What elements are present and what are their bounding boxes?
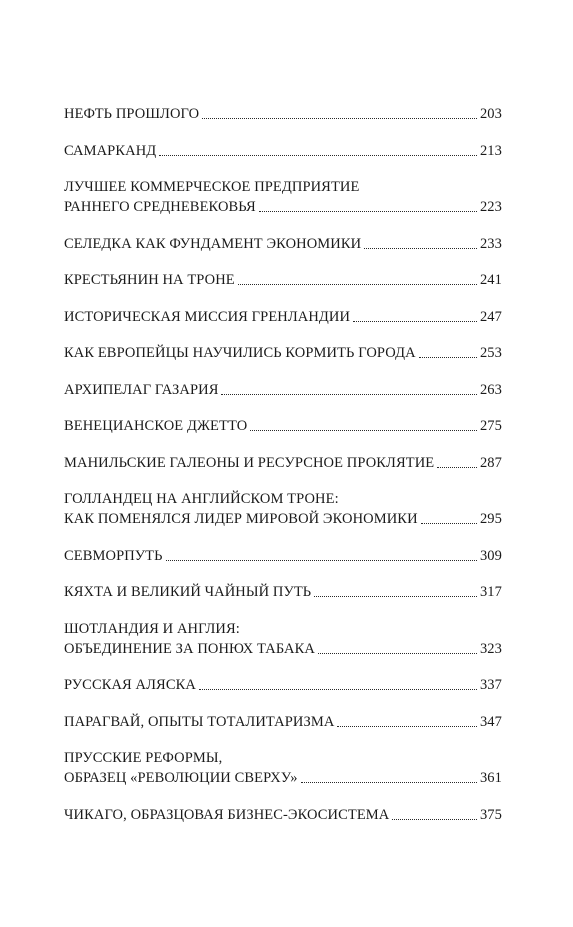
toc-entry-title: ЛУЧШЕЕ КОММЕРЧЕСКОЕ ПРЕДПРИЯТИЕ	[64, 179, 360, 195]
toc-entry-title: ШОТЛАНДИЯ И АНГЛИЯ:	[64, 620, 240, 637]
page-number: 275	[479, 418, 502, 434]
page-number: 309	[479, 547, 502, 564]
page-number: 295	[479, 511, 502, 527]
toc-entry-title: ОБРАЗЕЦ «РЕВОЛЮЦИИ СВЕРХУ»	[64, 770, 298, 786]
toc-entry-title: КАК ПОМЕНЯЛСЯ ЛИДЕР МИРОВОЙ ЭКОНОМИКИ	[64, 511, 418, 527]
toc-entry-title: ПАРАГВАЙ, ОПЫТЫ ТОТАЛИТАРИЗМА	[64, 713, 335, 730]
page-number: 213	[479, 142, 502, 159]
toc-entry-title: ОБЪЕДИНЕНИЕ ЗА ПОНЮХ ТАБАКА	[64, 640, 315, 657]
toc-entry-line	[64, 582, 502, 602]
dot-leader	[337, 725, 477, 727]
toc-entry[interactable]	[64, 270, 502, 290]
page-number: 223	[479, 199, 502, 215]
toc-entry[interactable]	[64, 416, 502, 436]
toc-entry[interactable]	[64, 453, 502, 473]
dot-leader	[392, 818, 477, 820]
page-number: 233	[479, 235, 502, 252]
dot-leader	[318, 652, 477, 654]
toc-entry[interactable]	[64, 748, 502, 788]
toc-entry-line	[64, 307, 502, 327]
toc-entry-line	[64, 197, 502, 217]
dot-leader	[353, 320, 477, 322]
toc-entry-line	[64, 141, 502, 161]
toc-entry-line	[64, 343, 502, 363]
dot-leader	[221, 393, 476, 395]
page-number: 323	[479, 640, 502, 657]
dot-leader	[301, 781, 477, 783]
toc-entry-line	[64, 805, 502, 825]
toc-entry[interactable]	[64, 380, 502, 400]
page-number: 375	[479, 806, 502, 823]
dot-leader	[364, 247, 477, 249]
toc-entry-title: КАК ЕВРОПЕЙЦЫ НАУЧИЛИСЬ КОРМИТЬ ГОРОДА	[64, 345, 416, 361]
page-number: 203	[479, 106, 502, 122]
toc-entry[interactable]	[64, 489, 502, 529]
toc-entry[interactable]	[64, 177, 502, 217]
toc-entry-line	[64, 416, 502, 436]
toc-entry-line	[64, 234, 502, 254]
toc-entry[interactable]	[64, 619, 502, 659]
toc-entry-title: АРХИПЕЛАГ ГАЗАРИЯ	[64, 381, 219, 398]
toc-entry-title: ПРУССКИЕ РЕФОРМЫ,	[64, 750, 223, 766]
dot-leader	[314, 595, 477, 597]
toc-entry-line	[64, 509, 502, 529]
toc-entry-line	[64, 104, 502, 124]
toc-entry[interactable]	[64, 546, 502, 566]
page-number: 361	[479, 770, 502, 786]
toc-entry-title: СЕВМОРПУТЬ	[64, 547, 163, 564]
toc-entry-title: МАНИЛЬСКИЕ ГАЛЕОНЫ И РЕСУРСНОЕ ПРОКЛЯТИЕ	[64, 454, 435, 471]
toc-entry-line	[64, 380, 502, 400]
dot-leader	[259, 210, 477, 212]
toc-entry-title: САМАРКАНД	[64, 142, 157, 159]
toc-entry[interactable]	[64, 141, 502, 161]
toc-entry-title: ВЕНЕЦИАНСКОЕ ДЖЕТТО	[64, 418, 248, 434]
dot-leader	[421, 522, 477, 524]
dot-leader	[199, 688, 477, 690]
page-number: 241	[479, 272, 502, 288]
toc-entry[interactable]	[64, 343, 502, 363]
toc-entry-line	[64, 639, 502, 659]
toc-entry[interactable]	[64, 582, 502, 602]
toc-entry[interactable]	[64, 805, 502, 825]
toc-entry-line	[64, 675, 502, 695]
toc-entry-line	[64, 453, 502, 473]
page-number: 347	[479, 713, 502, 730]
toc-entry-title: РУССКАЯ АЛЯСКА	[64, 677, 196, 693]
table-of-contents	[64, 104, 502, 841]
dot-leader	[159, 154, 477, 156]
page-number: 247	[479, 308, 502, 325]
toc-entry-title: РАННЕГО СРЕДНЕВЕКОВЬЯ	[64, 199, 256, 215]
dot-leader	[238, 283, 477, 285]
page-number: 317	[479, 584, 502, 600]
toc-entry-title: ЧИКАГО, ОБРАЗЦОВАЯ БИЗНЕС-ЭКОСИСТЕМА	[64, 806, 390, 823]
toc-entry-title: СЕЛЕДКА КАК ФУНДАМЕНТ ЭКОНОМИКИ	[64, 235, 362, 252]
toc-entry-line	[64, 489, 502, 509]
page-number: 287	[479, 454, 502, 471]
toc-entry[interactable]	[64, 307, 502, 327]
toc-entry-line	[64, 712, 502, 732]
toc-entry-title: КРЕСТЬЯНИН НА ТРОНЕ	[64, 272, 235, 288]
toc-entry-line	[64, 546, 502, 566]
toc-entry[interactable]	[64, 712, 502, 732]
toc-entry-line	[64, 748, 502, 768]
toc-entry[interactable]	[64, 234, 502, 254]
toc-entry-title: НЕФТЬ ПРОШЛОГО	[64, 106, 200, 122]
toc-entry[interactable]	[64, 104, 502, 124]
dot-leader	[202, 117, 477, 119]
page-number: 263	[479, 381, 502, 398]
toc-entry-title: КЯХТА И ВЕЛИКИЙ ЧАЙНЫЙ ПУТЬ	[64, 584, 312, 600]
toc-entry-line	[64, 270, 502, 290]
dot-leader	[166, 559, 477, 561]
toc-entry-line	[64, 177, 502, 197]
dot-leader	[419, 356, 477, 358]
toc-entry-line	[64, 619, 502, 639]
toc-entry[interactable]	[64, 675, 502, 695]
toc-entry-title: ИСТОРИЧЕСКАЯ МИССИЯ ГРЕНЛАНДИИ	[64, 308, 351, 325]
toc-entry-title: ГОЛЛАНДЕЦ НА АНГЛИЙСКОМ ТРОНЕ:	[64, 491, 339, 507]
dot-leader	[250, 429, 477, 431]
page-number: 253	[479, 345, 502, 361]
page-number: 337	[479, 677, 502, 693]
toc-entry-line	[64, 768, 502, 788]
dot-leader	[437, 466, 477, 468]
